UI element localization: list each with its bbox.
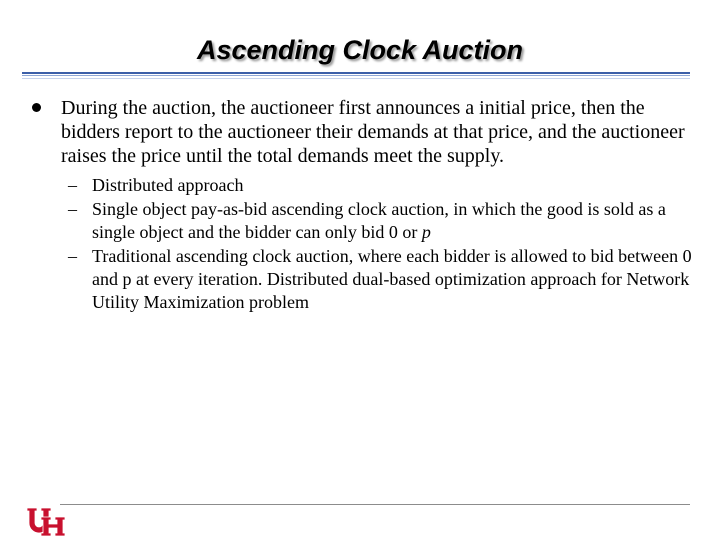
slide-title: Ascending Clock Auction [196,35,524,65]
uh-logo-icon [25,505,67,537]
title-divider [22,72,690,74]
sub-bullet-text: Single object pay-as-bid ascending clock auction, in which the good is sold as a single object and the bidder can only bid 0 or [92,199,666,242]
main-bullet-text: During the auction, the auctioneer first announces a initial price, then the bidders report to the auctioneer their demands at that price, and the auctioneer raises the price until the total demands meet the supply. [61,97,685,167]
dash-icon: – [68,246,77,266]
variable-p: p [421,222,431,242]
bullet-dot-icon [32,103,41,112]
dash-icon: – [68,199,77,219]
sub-bullet-item [61,245,692,314]
title-divider-faint [22,78,690,79]
footer-divider [60,504,690,505]
title-divider-light [22,75,690,76]
dash-icon: – [68,175,77,195]
sub-bullet-list [61,174,692,314]
sub-bullet-item [61,198,692,244]
sub-bullet-item [61,174,692,197]
sub-bullet-text: Distributed approach [92,175,244,195]
sub-bullet-text: Traditional ascending clock auction, where each bidder is allowed to bid between 0 and p at every iteration. Distributed dual-based optimization approach for Network Utility Maximization problem [92,246,692,312]
main-bullet [32,96,692,315]
